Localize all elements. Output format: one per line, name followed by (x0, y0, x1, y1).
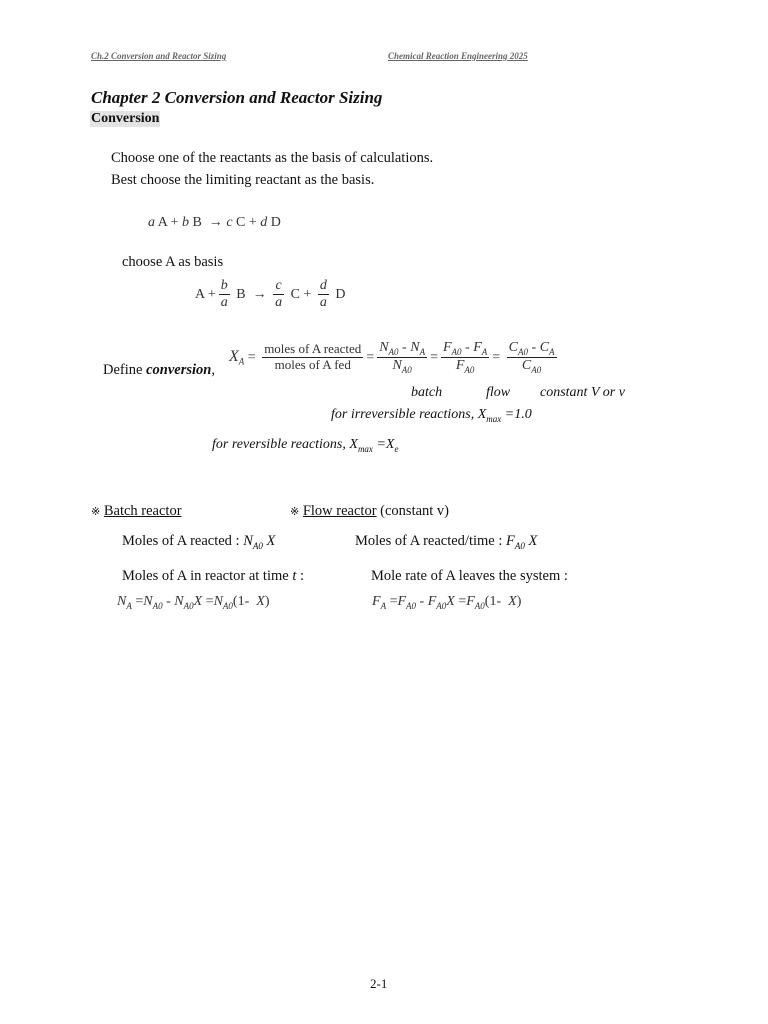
batch-moles-equation: $N_A =N_{A0} - N_{A0}X =N_{A0}(1-$ X) (117, 594, 270, 611)
batch-moles-in-reactor: Moles of A in reactor at time t : (122, 568, 305, 584)
normalized-reaction: A + $\frac{b}{a}$ B → $\frac{c}{a}$ C + $\frac{d}{a}$ D (195, 278, 346, 311)
batch-reactor-heading: ※ Batch reactor (91, 503, 182, 519)
flow-reactor-heading: ※ Flow reactor (constant v) (290, 503, 450, 519)
general-reaction: a A + b B → c C + d D (148, 215, 281, 230)
flow-moles-equation: $F_A =F_{A0} - F_{A0}X =F_{A0}(1-$ X) (372, 594, 522, 611)
flow-label: flow (486, 385, 511, 400)
constant-label: constant V or v (540, 385, 625, 400)
flow-mole-rate-leaves: Mole rate of A leaves the system : (371, 568, 568, 584)
choose-basis-text: choose A as basis (122, 254, 224, 270)
reversible-note: for reversible reactions, $X_{max} =X_e$ (212, 437, 399, 454)
batch-moles-reacted: Moles of A reacted : $N_{A0}$ X (122, 533, 276, 551)
intro-line-1: Choose one of the reactants as the basis of calculations. (111, 150, 434, 166)
define-conversion-label: Define conversion, (103, 362, 215, 378)
flow-moles-reacted: Moles of A reacted/time : $F_{A0}$ X (355, 533, 538, 551)
irreversible-note: for irreversible reactions, $X_{max} =1.0$ (331, 407, 532, 424)
intro-line-2: Best choose the limiting reactant as the basis. (111, 172, 375, 188)
header-right: Chemical Reaction Engineering 2025 (388, 51, 528, 61)
conversion-equation: $X_A$ = $\frac{\text{moles of A reacted}}{\text{moles of A fed}}$ = $\frac{N_{A0} - N_A}{N_{A0}}$ = $\frac{F_{A0} - F_A}{F_{A0}}$ = $\frac{C_{A0} - C_A}{C_{A0}}$ (229, 340, 555, 375)
batch-label: batch (411, 385, 443, 400)
chapter-title: Chapter 2 Conversion and Reactor Sizing (91, 88, 383, 107)
header-left: Ch.2 Conversion and Reactor Sizing (91, 51, 227, 61)
reference-mark-icon: ※ (290, 506, 300, 518)
section-title: Conversion (91, 111, 160, 126)
reference-mark-icon: ※ (91, 506, 101, 518)
page-number: 2-1 (370, 976, 388, 991)
